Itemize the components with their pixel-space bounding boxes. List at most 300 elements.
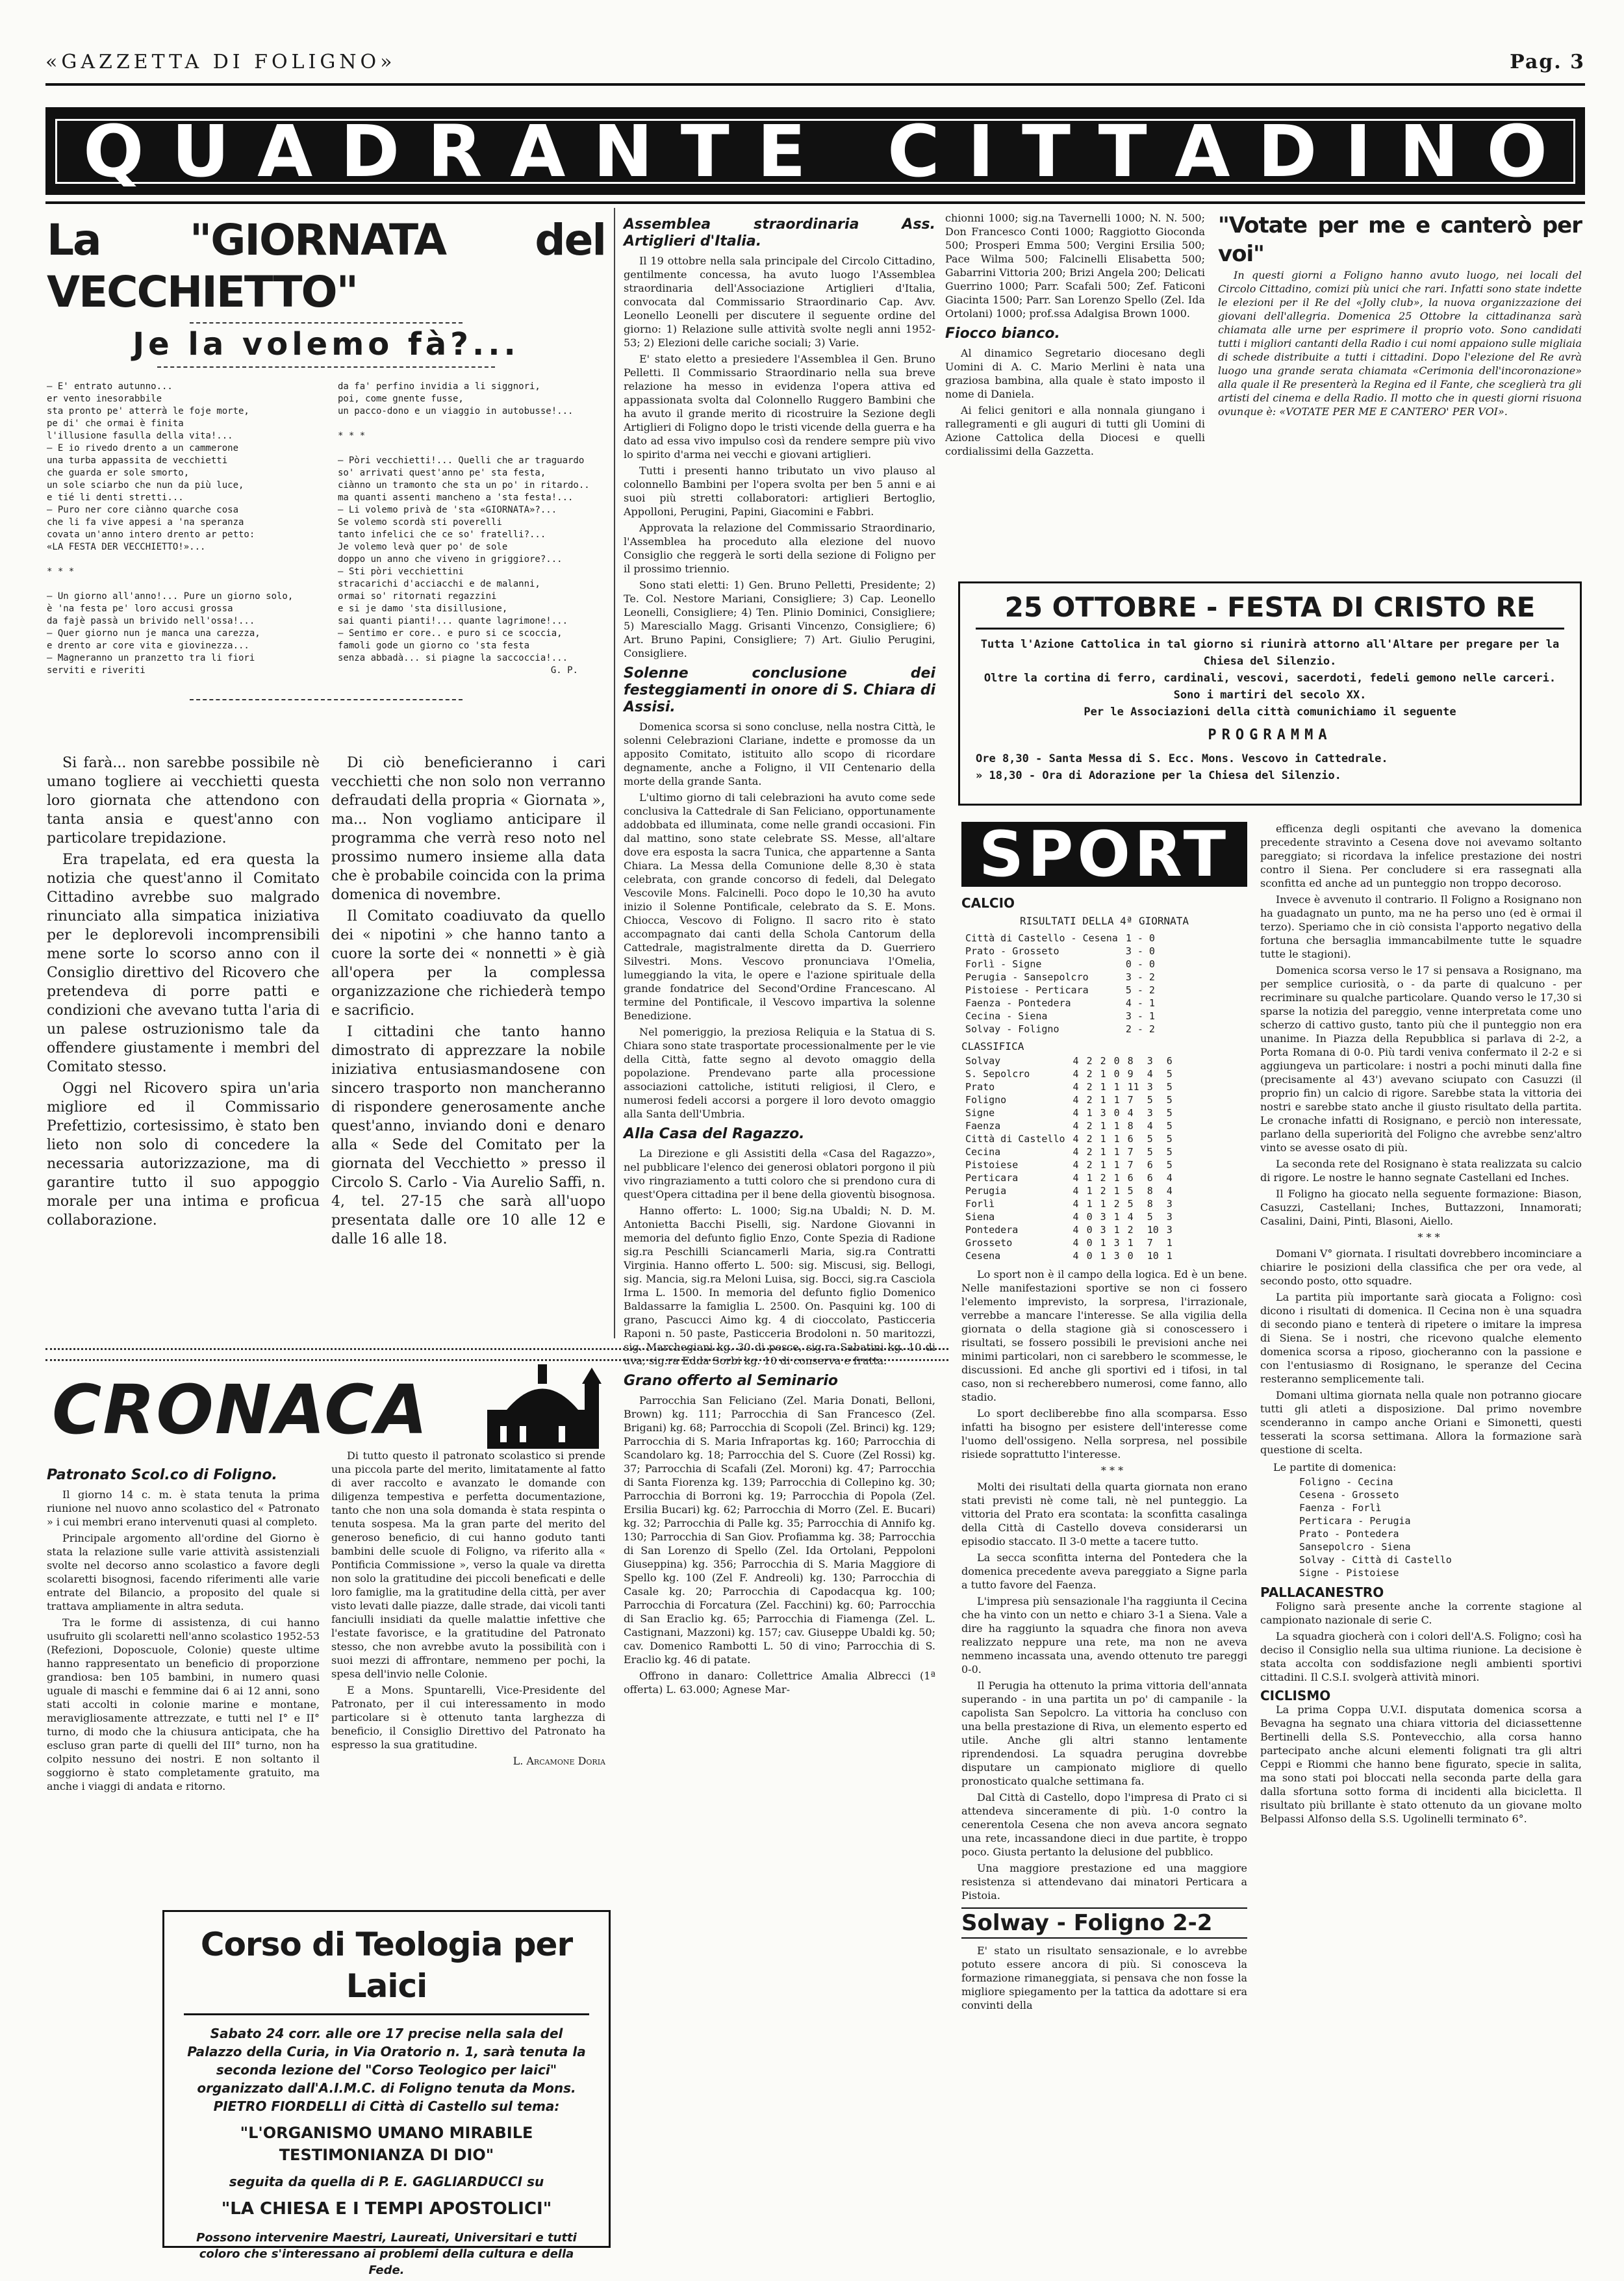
paragraph: Principale argomento all'ordine del Giorno è stata la relazione sulle varie attività assistenziali svolte nel decorso anno scolastico a favore degli scolaretti bisognosi, facendo riferimenti alle varie entrate del Bilancio, a proposito del quale si trattava ampliamente in altra seduta.: [47, 1532, 320, 1612]
table-cell: Faenza - Pontedera: [965, 997, 1071, 1009]
classifica-row: [961, 1197, 1176, 1210]
table-cell: 5: [1147, 1094, 1153, 1106]
pallacanestro-label: PALLACANESTRO: [1260, 1585, 1384, 1600]
table-cell: 1 - 0: [1125, 932, 1155, 944]
classifica-row: [961, 1106, 1176, 1119]
cronaca-right: [331, 1449, 605, 1768]
table-cell: 1: [1100, 1120, 1106, 1132]
table-cell: Città di Castello: [965, 1133, 1065, 1145]
table-cell: 3: [1147, 1081, 1153, 1093]
classifica-row: [961, 1132, 1176, 1145]
table-cell: 3: [1100, 1107, 1106, 1119]
table-cell: 2: [1086, 1068, 1093, 1080]
table-cell: 2: [1100, 1172, 1106, 1184]
partita-item: Prato - Pontedera: [1299, 1528, 1399, 1540]
table-cell: 5: [1166, 1068, 1173, 1080]
paragraph: Hanno offerto: L. 1000; Sig.na Ubaldi; N. D. M. Antonietta Bacchi Piselli, sig. Nardone Giovanni in memoria del defunto figlio Enzo, Conte Spezia di Radione sig.ra Peschilli Sciancamerli Maria, sig.ra Contratti Virginia. Hanno offerto L. 500: sig. Miscusi, sig. Bellogi, sig. Mancia, sig.ra Meloni Luisa, sig. Bocci, sig.ra Casciola Irma L. 1500. In memoria del defunto figlio Domenico Baldassarre la famiglia L. 2500. On. Pasquini kg. 100 di grano, Pascucci Aimo kg. 4 di cioccolato, Pasticceria Raponi n. 50 paste, Pasticceria Brodoloni n. 50 maritozzi, sig. Marchegiani kg. 30 di pesce, sig.ra Sabatini kg. 10 di uva, sig.ra Edda Sorbi kg. 10 di conserva e frutta.: [624, 1204, 935, 1367]
table-cell: 0: [1086, 1211, 1093, 1223]
table-cell: 8: [1127, 1055, 1134, 1067]
s-chiara-heading: Solenne conclusione dei festeggiamenti in onore di S. Chiara di Assisi.: [624, 665, 935, 715]
banner-letter: I: [1345, 109, 1372, 193]
table-cell: 1: [1100, 1159, 1106, 1171]
risultato-row: [961, 932, 1159, 945]
paragraph: E' stato un risultato sensazionale, e lo avrebbe potuto essere ancora di più. Si conosceva la formazione rimaneggiata, si pensava che non fosse la migliore spiegamento per la tattica da adottare si era convinti della: [961, 1944, 1247, 2011]
table-cell: 3: [1166, 1211, 1173, 1223]
grano-heading: Grano offerto al Seminario: [624, 1373, 838, 1389]
classifica-row: [961, 1119, 1176, 1132]
table-cell: 3: [1113, 1250, 1120, 1262]
patronato-heading: Patronato Scol.co di Foligno.: [47, 1467, 277, 1483]
festa-line: Tutta l'Azione Cattolica in tal giorno si riunirà attorno all'Altare per pregare per la Chiesa del Silenzio.: [980, 638, 1560, 668]
banner-letter: N: [593, 109, 653, 193]
table-cell: 4: [1072, 1055, 1079, 1067]
paragraph: chionni 1000; sig.na Tavernelli 1000; N. N. 500; Don Francesco Conti 1000; Raggiotto Gioconda 500; Prosperi Emma 500; Vergini Ersilia 500; Pace Wilma 500; Falcinelli Elisabetta 500; Gabarrini Vittoria 200; Brizi Angela 200; Delicati Guerrino 1000; Parr. Scafali 500; Zef. Faticoni Giacinta 1500; Parr. San Lorenzo Spello (Zel. Ida Ortolani) 1000; prof.ssa Adalgisa Brown 1000.: [945, 212, 1205, 320]
banner-letter: Q: [83, 109, 144, 193]
quadrante-cittadino-banner: [45, 107, 1585, 195]
poem-right: da fa' perfino invidia a li siggnori, poi, come gnente fusse, un pacco-dono e un viaggio in autobusse!... * * * — Pòri vecchietti!... Quelli che ar traguardo so' arrivati quest'anno pe' sta festa, ciànno un tramonto che sta un po' in ritardo.. ma quanti assenti mancheno a 'sta festa!... — Li volemo privà de 'sta «GIORNATA»?... Se volemo scordà sti poverelli tanto infelici che ce so' fratelli?... Je volemo levà quer po' de sole doppo un anno che viveno in griggiore?... — Sti pòri vecchiettini stracarichi d'acciacchi e de malanni, ormai so' ritornati regazzini e si je damo 'sta disillusione, sai quanti pianti!... quante lagrimone!... — Sentimo er core.. e puro si ce scoccia, famoli gode un giorno co 'sta festa senza abbadà... si piagne la saccoccia!...: [338, 381, 590, 663]
table-cell: Perticara: [965, 1172, 1019, 1184]
table-cell: Forlì - Signe: [965, 958, 1042, 970]
table-cell: 1: [1100, 1081, 1106, 1093]
table-cell: 4: [1072, 1068, 1079, 1080]
table-cell: 1: [1113, 1146, 1120, 1158]
program-line: » 18,30 - Ora di Adorazione per la Chiesa del Silenzio.: [976, 769, 1341, 782]
table-cell: 2: [1100, 1055, 1106, 1067]
table-cell: 3: [1147, 1055, 1153, 1067]
risultato-row: [961, 984, 1159, 997]
risultato-row: [961, 945, 1159, 958]
partita-item: Perticara - Perugia: [1299, 1515, 1411, 1527]
banner-rule: [45, 201, 1585, 204]
banner-letter: N: [1399, 109, 1459, 193]
column-rule: [614, 208, 615, 1338]
table-cell: 1: [1086, 1172, 1093, 1184]
classifica-row: [961, 1145, 1176, 1158]
table-cell: 1: [1086, 1107, 1093, 1119]
table-cell: 3 - 2: [1125, 971, 1155, 983]
table-cell: Pontedera: [965, 1224, 1019, 1236]
banner-letter: T: [1021, 109, 1071, 193]
poem-left: — E' entrato autunno... er vento inesorabbile sta pronto pe' atterrà le foje morte, pe di' che ormai è finita l'illusione fasulla della vita!... — E io rivedo drento a un cammerone una turba appassita de vecchietti che guarda er sole smorto, un sole sciarbo che nun da più luce, e tié li denti stretti... — Puro ner core ciànno quarche cosa che li fa vive appesi a 'na speranza covata un'anno intero drento ar petto: «LA FESTA DER VECCHIETTO!»... * * * — Un giorno all'anno!... Pure un giorno solo, è 'na festa pe' loro accusi grossa da fajè passà un brivido nell'ossa!... — Quer giorno nun je manca una carezza, e drento ar core vita e giovinezza... — Magneranno un pranzetto tra li fiori serviti e riveriti: [47, 381, 294, 676]
paragraph: Oggi nel Ricovero spira un'aria migliore ed il Commissario Prefettizio, cortesissimo, è stato ben lieto non solo di concedere la necessaria autorizzazione, ma di garantire tutto il suo appoggio morale per una intima e proficua collaborazione.: [47, 1080, 320, 1229]
table-cell: S. Sepolcro: [965, 1068, 1030, 1080]
table-cell: 4 - 1: [1125, 997, 1155, 1009]
vecchietto-subtitle: Je la volemo fà?...: [133, 326, 520, 363]
paragraph: E a Mons. Spuntarelli, Vice-Presidente del Patronato, per il cui interessamento in modo particolare si è ottenuto tanta larghezza di beneficio, il Consiglio Direttivo del Patronato ha espresso la sua gratitudine.: [331, 1684, 605, 1751]
banner-letter: T: [680, 109, 730, 193]
banner-letter: E: [757, 109, 806, 193]
table-cell: 7: [1127, 1094, 1134, 1106]
table-cell: 5: [1166, 1094, 1173, 1106]
table-cell: 1: [1113, 1172, 1120, 1184]
banner-letter: D: [340, 109, 400, 193]
table-cell: 3 - 1: [1125, 1010, 1155, 1022]
paragraph: Molti dei risultati della quarta giornata non erano stati previsti nè come tali, nè nel punteggio. La vittoria del Prato era scontata: la sconfitta casalinga della Città di Castello doveva considerarsi un episodio staccato. Il 3-0 mette a tacere tutto.: [961, 1481, 1247, 1548]
table-cell: 6: [1147, 1172, 1153, 1184]
table-cell: 2: [1086, 1146, 1093, 1158]
table-cell: 5: [1127, 1185, 1134, 1197]
festa-line: Per le Associazioni della città comunichiamo il seguente: [1084, 706, 1456, 719]
paragraph: Il Perugia ha ottenuto la prima vittoria dell'annata superando - in una partita un po' di campanile - la capolista San Sepolcro. La vittoria ha concluso con una bella prestazione di Riva, un elemento esperto ed utile. Anche gli altri stanno lentamente riprendendosi. La squadra perugina dovrebbe disputare un campionato migliore di quello pronosticato qualche settimana fa.: [961, 1679, 1247, 1787]
table-cell: 1: [1100, 1068, 1106, 1080]
table-cell: 8: [1147, 1198, 1153, 1210]
separator: * * *: [1417, 1231, 1440, 1243]
sport-column-1: [961, 897, 1247, 2015]
paragraph: Offrono in danaro: Collettrice Amalia Albrecci (1ª offerta) L. 63.000; Agnese Mar-: [624, 1670, 935, 1696]
table-cell: 1: [1086, 1198, 1093, 1210]
classifica-row: [961, 1171, 1176, 1184]
table-cell: 7: [1147, 1237, 1153, 1249]
seguita-text: seguita da quella di P. E. GAGLIARDUCCI su: [229, 2174, 544, 2189]
right-top-column: [945, 211, 1205, 461]
table-cell: 4: [1072, 1159, 1079, 1171]
paragraph: Nel pomeriggio, la preziosa Reliquia e la Statua di S. Chiara sono state trasportate processionalmente per le vie della Città, fatte segno al devoto omaggio della popolazione. Prendevano parte alla processione associazioni cattoliche, istituti religiosi, il Clero, e numerosi fedeli accorsi a porgere il loro devoto omaggio alla Santa dell'Umbria.: [624, 1026, 935, 1120]
table-cell: 1: [1166, 1250, 1173, 1262]
table-cell: 1: [1113, 1094, 1120, 1106]
table-cell: 6: [1127, 1133, 1134, 1145]
paragraph: Dal Città di Castello, dopo l'impresa di Prato ci si attendeva sinceramente di più. 1-0 contro la cenerentola Cesena che non aveva ancora segnato una rete, incassandone dieci in due partite, è troppo poco. Giusta pertanto la delusione del pubblico.: [961, 1791, 1247, 1858]
table-cell: 1: [1086, 1185, 1093, 1197]
table-cell: 1: [1113, 1081, 1120, 1093]
poem-divider: [190, 699, 463, 700]
classifica-row: [961, 1067, 1176, 1080]
paragraph: Era trapelata, ed era questa la notizia che quest'anno il Comitato Cittadino avrebbe suo malgrado rinunciato alla simpatica iniziativa per le deplorevoli incomprensibili mene sorte lo scorso anno con il Consiglio direttivo del Ricovero che pretendeva di porre patti e condizioni che avevano tutta l'aria di un palese ostruzionismo tale da offendere giustamente i membri del Comitato stesso.: [47, 852, 320, 1075]
cronaca-left: [47, 1462, 320, 1796]
paragraph: E' stato eletto a presiedere l'Assemblea il Gen. Bruno Pelletti. Il Commissario Straordinario nella sua breve relazione ha messo in evidenza l'opera attiva ed appassionata svolta dal Colonnello Ruggero Bambini che ha avuto il grande merito di ricostruire la Sezione degli Artiglieri di Foligno dopo le tristi vicende della guerra e ha dato ad essa vivo impulso così da rendere sempre più vivo lo spirito d'arma nei vecchi e giovani artiglieri.: [624, 353, 935, 461]
votate-heading: "Votate per me e canterò per voi": [1218, 212, 1582, 267]
table-cell: 4: [1147, 1120, 1153, 1132]
section-divider: [45, 1348, 948, 1361]
table-cell: 1: [1100, 1237, 1106, 1249]
table-cell: 2: [1086, 1159, 1093, 1171]
table-cell: 2: [1086, 1094, 1093, 1106]
table-cell: Solvay: [965, 1055, 1001, 1067]
table-cell: 2 - 2: [1125, 1023, 1155, 1035]
sport-title: SPORT: [978, 818, 1230, 891]
banner-letters: [55, 109, 1575, 193]
table-cell: 0: [1086, 1224, 1093, 1236]
classifica-table: [961, 1054, 1176, 1262]
table-cell: 4: [1166, 1172, 1173, 1184]
tema-1: "L'ORGANISMO UMANO MIRABILE TESTIMONIANZA DI DIO": [240, 2124, 533, 2164]
paragraph: L'impresa più sensazionale l'ha raggiunta il Cecina che ha vinto con un netto e chiaro 3-1 a Siena. Vale a dire ha raggiunto la squadra che finora non aveva realizzato neppure una rete, ma non ne aveva nemmeno incassata una, avendo ottenuto tre pareggi 0-0.: [961, 1595, 1247, 1676]
paragraph: Di tutto questo il patronato scolastico si prende una piccola parte del merito, limitatamente al fatto di aver raccolto e avanzato le domande con diligenza tempestiva e perfetta documentazione, tanto che non una sola domanda è stata respinta o tenuta sospesa. Ma la gran parte del merito del generoso beneficio, di cui hanno goduto tanti bambini delle scuole di Foligno, va riferito alla « Pontificia Commissione », verso la quale va diretta non solo la gratitudine dei piccoli beneficati e delle loro famiglie, ma la gratitudine della città, per aver visto levati dalle piazze, dalle strade, dai vicoli tanti fanciulli insidiati da quelle malattie infettive che l'estate favorisce, e la gratitudine del Patronato stesso, che non avrebbe avuto la possibilità con i suoi mezzi di affrontare, nemmeno per pochi, la spesa dell'invio nelle Colonie.: [331, 1449, 605, 1680]
partita-item: Faenza - Forlì: [1299, 1502, 1382, 1514]
table-cell: 2: [1086, 1081, 1093, 1093]
table-cell: 6: [1127, 1172, 1134, 1184]
table-cell: 3: [1147, 1107, 1153, 1119]
partita-item: Signe - Pistoiese: [1299, 1567, 1399, 1579]
table-cell: Perugia - Sansepolcro: [965, 971, 1089, 983]
cronaca-signature: L. Arcamone Doria: [513, 1755, 605, 1767]
vecchietto-body-right: [331, 754, 605, 1251]
table-cell: 0: [1113, 1055, 1120, 1067]
table-cell: 5: [1147, 1146, 1153, 1158]
table-cell: Perugia: [965, 1185, 1007, 1197]
paragraph: Domani V° giornata. I risultati dovrebbero incominciare a chiarire le posizioni della classifica che per ora vede, al secondo posto, otto squadre.: [1260, 1247, 1582, 1287]
risultati-table: [961, 932, 1159, 1036]
partite-list: [1299, 1475, 1582, 1579]
paragraph: Domenica scorsa verso le 17 si pensava a Rosignano, ma per semplice curiosità, o - da parte di qualcuno - per recriminare su qualche particolare. Quando verso le 17,30 si sparse la notizia del pareggio, venne interpretata come uno scherzo di cattivo gusto, tanto più che il punteggio non era unanime. In Piazza della Repubblica si parlava di 2-2, a Porta Romana di 0-0. Più tardi veniva confermato il 2-2 e si aggiungeva un particolare: i nostri a pochi minuti dalla fine (precisamente al 43') avevano sciupato con Casuzzi (il proprio fin) un calcio di rigore. Sarebbe stata la vittoria dei nostri e sarebbe stato anche il giusto risultato della partita. Le cronache infatti di Rosignano, e perciò non interessate, parlano della superiorità del Foligno che avrebbe senz'altro vinto se avesse osato di più.: [1260, 964, 1582, 1154]
paragraph: Al dinamico Segretario diocesano degli Uomini di A. C. Mario Merlini è nata una graziosa bambina, alla quale è stato imposto il nome di Daniela.: [945, 347, 1205, 400]
table-cell: 6: [1166, 1055, 1173, 1067]
table-cell: 1: [1113, 1185, 1120, 1197]
table-cell: 4: [1147, 1068, 1153, 1080]
table-cell: 0: [1113, 1068, 1120, 1080]
table-cell: 5: [1147, 1211, 1153, 1223]
table-cell: 5: [1166, 1159, 1173, 1171]
table-cell: 1: [1113, 1211, 1120, 1223]
classifica-row: [961, 1054, 1176, 1067]
paragraph: Lo sport decliberebbe fino alla scomparsa. Esso infatti ha bisogno per esistere dell'interesse come l'uomo dell'ossigeno. Nella sorpresa, nel possibile risiede soprattutto l'interesse.: [961, 1407, 1247, 1460]
classifica-row: [961, 1158, 1176, 1171]
partita-item: Solvay - Città di Castello: [1299, 1554, 1452, 1566]
paragraph: L'ultimo giorno di tali celebrazioni ha avuto come sede conclusiva la Cattedrale di San Feliciano, opportunamente addobbata ed illuminata, come nelle grandi occasioni. Fin dal mattino, sono state celebrate SS. Messe, all'altare dove era esposta la sacra Tunica, che appartenne a Santa Chiara. La Messa della Comunione delle 8,30 è stata celebrata, con grande concorso di fedeli, dal Delegato Vescovile Mons. Falcinelli. Poco dopo le 10,30 ha avuto inizio il Solenne Pontificale, celebrato da S. E. Mons. Chiocca, Vescovo di Foligno. Il sacro rito è stato accompagnato dai canti della Schola Cantorum della Cattedrale, magistralmente diretta da D. Guerriero Silvestri. Mons. Vescovo pronunciava l'Omelia, lumeggiando la vita, le opere e l'azione spirituale della grande fondatrice del Second'Ordine Francescano. Al termine del Pontificale, il Vescovo impartiva la solenne Benedizione.: [624, 791, 935, 1022]
teologia-text: Sabato 24 corr. alle ore 17 precise nella sala del Palazzo della Curia, in Via Oratorio n. 1, sarà tenuta la seconda lezione del "Corso Teologico per laici" organizzato dall'A.I.M.C. di Foligno tenuta da Mons. PIETRO FIORDELLI di Città di Castello sul tema:: [187, 2026, 586, 2114]
festa-title: 25 OTTOBRE - FESTA DI CRISTO RE: [976, 590, 1564, 630]
paragraph: In questi giorni a Foligno hanno avuto luogo, nei locali del Circolo Cittadino, comizi più unici che rari. Infatti sono state indette le elezioni per il Re del «Jolly club», la nuova organizzazione dei giovani dell'allegria. Domenica 25 Ottobre la cittadinanza sarà chiamata alle urne per esprimere il proprio voto. Sono candidati tutti i migliori cantanti della Radio i cui nomi appaiono sulle migliaia di schede distribuite a tutti i cittadini. Dopo l'elezione del Re avrà luogo una grande serata chiamata «Cerimonia dell'incoronazione» alla quale il Re presenterà la Regina ed il Fante, che sceglierà tra gli artisti del cinema e della Radio. Il motto che in questi giorni risuona ovunque è: «VOTATE PER ME E CANTERO' PER VOI».: [1218, 269, 1582, 418]
classifica-row: [961, 1236, 1176, 1249]
header-rule: [45, 83, 1585, 86]
partite-title: Le partite di domenica:: [1273, 1461, 1397, 1473]
risultato-row: [961, 1010, 1159, 1023]
table-cell: 1: [1100, 1250, 1106, 1262]
classifica-row: [961, 1093, 1176, 1106]
paragraph: Sono stati eletti: 1) Gen. Bruno Pelletti, Presidente; 2) Te. Col. Nestore Mariani, Consigliere; 3) Cap. Leonello Leonelli, Consigliere; 4) Ten. Plinio Dominici, Consigliere; 5) Maresciallo Magg. Grisanti Vincenzo, Consigliere; 6) Art. Bruno Papini, Consigliere; 7) Art. Giulio Perugini, Consigliere.: [624, 579, 935, 659]
table-cell: Città di Castello - Cesena: [965, 932, 1118, 944]
cathedral-icon: [474, 1364, 611, 1455]
table-cell: 3: [1100, 1211, 1106, 1223]
risultato-row: [961, 958, 1159, 971]
vecchietto-body-left: [47, 754, 320, 1232]
solway-title: Solway - Foligno 2-2: [961, 1907, 1247, 1939]
subtitle-divider: [157, 366, 495, 368]
table-cell: 1: [1113, 1120, 1120, 1132]
vecchietto-article: [47, 214, 605, 713]
classifica-title: CLASSIFICA: [961, 1040, 1024, 1052]
table-cell: 1: [1127, 1237, 1134, 1249]
classifica-row: [961, 1249, 1176, 1262]
table-cell: 2: [1113, 1198, 1120, 1210]
table-cell: 4: [1072, 1237, 1079, 1249]
partita-item: Sansepolcro - Siena: [1299, 1541, 1411, 1553]
table-cell: 3: [1100, 1224, 1106, 1236]
sport-banner: [961, 818, 1247, 891]
classifica-row: [961, 1080, 1176, 1093]
paragraph: Il Foligno ha giocato nella seguente formazione: Biason, Casuzzi, Castellani; Inches, Buttazzoni, Innamorati; Casalini, Daini, Pinti, Blasoni, Aiello.: [1260, 1188, 1582, 1227]
banner-letter: A: [1174, 109, 1230, 193]
ragazzo-heading: Alla Casa del Ragazzo.: [624, 1126, 805, 1142]
table-cell: 4: [1166, 1185, 1173, 1197]
table-cell: 1: [1100, 1094, 1106, 1106]
page-header: [45, 51, 1585, 77]
table-cell: 2: [1086, 1133, 1093, 1145]
votate-article: [1218, 211, 1582, 421]
paragraph: La seconda rete del Rosignano è stata realizzata su calcio di rigore. Le nostre le hanno segnate Castellani ed Inches.: [1260, 1158, 1582, 1184]
paragraph: Tutti i presenti hanno tributato un vivo plauso al colonnello Bambini per l'opera svolta per ben 5 anni e ai suoi più stretti collaboratori: artiglieri Bertoglio, Appolloni, Perugini, Papini, Giacomini e Fabbri.: [624, 465, 935, 518]
table-cell: 11: [1127, 1081, 1139, 1093]
paragraph: Domenica scorsa si sono concluse, nella nostra Città, le solenni Celebrazioni Clariane, indette e promosse da un apposito Comitato, istituito allo scopo di ricordare degnamente, anche a Foligno, il VII Centenario della morte della grande Santa.: [624, 720, 935, 787]
table-cell: 0 - 0: [1125, 958, 1155, 970]
table-cell: Forlì: [965, 1198, 995, 1210]
paragraph: Lo sport non è il campo della logica. Ed è un bene. Nelle manifestazioni sportive se non ci fossero l'elemento imprevisto, la sorpresa, l'irrazionale, verrebbe a mancare l'interesse. Se alla vigilia della giornata o della stagione già si conoscessero i risultati, se fossero possibili le previsioni anche nei minimi particolari, non ci sarebbero le scommesse, le discussioni. Ed anche gli sportivi ed i tifosi, in tal caso, non si recherebbero numerosi, come fanno, allo stadio.: [961, 1268, 1247, 1403]
paragraph: Parrocchia San Feliciano (Zel. Maria Donati, Belloni, Brown) kg. 111; Parrocchia di San Francesco (Zel. Brigani) kg. 68; Parrocchia di Scopoli (Zel. Brinci) kg. 129; Parrocchia di S. Maria Infraportas kg. 160; Parrocchia di Scandolaro kg. 18; Parrocchia del S. Cuore (Zel Rossi) kg. 37; Parrocchia di Scafali (Zel. Moroni) kg. 47; Parrocchia di Santa Fiorenza kg. 139; Parrocchia di Collepino kg. 30; Parrocchia di Borroni kg. 19; Parrocchia di Popola (Zel. Ersilia Bucari) kg. 62; Parrocchia di Morro (Zel. E. Bucari) kg. 32; Parrocchia di Palle kg. 35; Parrocchia di Annifo kg. 130; Parrocchia di San Giov. Profiamma kg. 38; Parrocchia di San Lorenzo di Spello (Zel. Ida Ortolani, Peppoloni Giuseppina) kg. 356; Parrocchia di S. Maria Maggiore di Spello kg. 100 (Zel F. Andreoli) kg. 130; Parrocchia di Casale kg. 20; Parrocchia di Capodacqua kg. 100; Parrocchia di Forcatura (Zel. Facchini) kg. 60; Parrocchia di San Eraclio kg. 65; Parrocchia di Fiamenga (Zel. L. Castignani, Mazzoni) kg. 157; cav. Giuseppe Ubaldi kg. 50; cav. Domenico Rambotti L. 50 di vino; Parrocchia di S. Eraclio kg. 46 di patate.: [624, 1394, 935, 1666]
risultato-row: [961, 997, 1159, 1010]
table-cell: 5: [1166, 1081, 1173, 1093]
vecchietto-title: La "GIORNATA del VECCHIETTO": [47, 215, 605, 317]
paragraph: Invece è avvenuto il contrario. Il Foligno a Rosignano non ha guadagnato un punto, ma ne ha perso uno (ed è ormai il terzo). Speriamo che in ciò consista l'apporto negativo della fortuna che bersaglia immancabilmente tutte le squadre tutte le stagioni).: [1260, 893, 1582, 960]
table-cell: 4: [1072, 1094, 1079, 1106]
banner-letter: R: [427, 109, 483, 193]
table-cell: 0: [1113, 1107, 1120, 1119]
table-cell: 0: [1127, 1250, 1134, 1262]
banner-letter: D: [1258, 109, 1317, 193]
paragraph: La secca sconfitta interna del Pontedera che la domenica precedente aveva pareggiato a Signe parla a tutto favore del Faenza.: [961, 1551, 1247, 1591]
table-cell: 5: [1166, 1146, 1173, 1158]
programma-label: PROGRAMMA: [1208, 727, 1332, 743]
paragraph: Si farà... non sarebbe possibile nè umano togliere ai vecchietti questa loro giornata che attendono con tanta ansia e quest'anno con particolare trepidazione.: [47, 755, 320, 847]
table-cell: 4: [1072, 1107, 1079, 1119]
table-cell: Foligno: [965, 1094, 1007, 1106]
table-cell: 1: [1100, 1133, 1106, 1145]
risultati-title: RISULTATI DELLA 4ª GIORNATA: [1019, 915, 1189, 927]
table-cell: 4: [1072, 1185, 1079, 1197]
table-cell: 4: [1072, 1146, 1079, 1158]
page-number: Pag. 3: [1510, 51, 1585, 73]
table-cell: 1: [1113, 1224, 1120, 1236]
table-cell: 4: [1072, 1224, 1079, 1236]
separator: * * *: [1100, 1464, 1124, 1477]
table-cell: Signe: [965, 1107, 995, 1119]
table-cell: 3: [1166, 1198, 1173, 1210]
table-cell: 4: [1072, 1081, 1079, 1093]
table-cell: Grosseto: [965, 1237, 1013, 1249]
table-cell: 4: [1127, 1107, 1134, 1119]
table-cell: Solvay - Foligno: [965, 1023, 1059, 1035]
paragraph: efficenza degli ospitanti che avevano la domenica precedente stravinto a Cesena dove noi avevamo soltanto pareggiato; si ricordava la infelice prestazione dei nostri contro il Siena. Per concludere si era rassegnati alla sconfitta ed anche ad un punteggio non troppo decoroso.: [1260, 822, 1582, 889]
table-cell: 9: [1127, 1068, 1134, 1080]
fiocco-heading: Fiocco bianco.: [945, 325, 1060, 342]
paragraph: Domani ultima giornata nella quale non potranno giocare tutti gli atleti a disposizione. Dal primo novembre scenderanno in campo anche Oriani e Simonetti, questi tesserati la scorsa settimana. Allora la formazione sarà questione di scelta.: [1260, 1389, 1582, 1456]
paragraph: Di ciò beneficieranno i cari vecchietti che non solo non verranno defraudati della propria « Giornata », ma... Non vogliamo anticipare il programma che verrà reso noto nel prossimo numero insieme alla data che è probabile coincida con la prima domenica di novembre.: [331, 755, 605, 903]
table-cell: Prato: [965, 1081, 995, 1093]
paragraph: Il Comitato coadiuvato da quello dei « nipotini » che hanno tanto a cuore la sorte dei « nonnetti » è già all'opera per la complessa organizzazione che richiederà tempo e sacrificio.: [331, 908, 605, 1019]
banner-letter: A: [510, 109, 566, 193]
tema-2: "LA CHIESA E I TEMPI APOSTOLICI": [221, 2199, 552, 2219]
table-cell: 0: [1086, 1250, 1093, 1262]
table-cell: 5 - 2: [1125, 984, 1155, 996]
festa-line: Oltre la cortina di ferro, cardinali, vescovi, sacerdoti, fedeli gemono nelle carceri. Sono i martiri del secolo XX.: [983, 672, 1556, 702]
middle-column: [624, 211, 935, 1699]
table-cell: 2: [1086, 1055, 1093, 1067]
paragraph: Il 19 ottobre nella sala principale del Circolo Cittadino, gentilmente concessa, ha avuto luogo l'Assemblea straordinaria dell'Associazione Artiglieri d'Italia, convocata dal Commissario Straordinario Cap. Avv. Leonello Leonelli per discutere il seguente ordine del giorno: 1) Relazione sulle attività svolte negli anni 1952-53; 2) Elezioni delle cariche sociali; 3) Varie.: [624, 255, 935, 349]
banner-letter: I: [967, 109, 995, 193]
table-cell: 10: [1147, 1250, 1159, 1262]
table-cell: 5: [1166, 1133, 1173, 1145]
table-cell: 1: [1113, 1159, 1120, 1171]
table-cell: Siena: [965, 1211, 995, 1223]
table-cell: 1: [1166, 1237, 1173, 1249]
program-line: Ore 8,30 - Santa Messa di S. Ecc. Mons. Vescovo in Cattedrale.: [976, 752, 1388, 765]
paragraph: La Direzione e gli Assistiti della «Casa del Ragazzo», nel pubblicare l'elenco dei generosi oblatori porgono il più vivo ringraziamento a tutti coloro che si prendono cura di quest'Opera cittadina per il bene della gioventù bisognosa.: [624, 1147, 935, 1201]
table-cell: 4: [1072, 1211, 1079, 1223]
classifica-row: [961, 1223, 1176, 1236]
teologia-title: Corso di Teologia per Laici: [200, 1926, 573, 2005]
paragraph: Ai felici genitori e alla nonnala giungano i rallegramenti e gli auguri di tutti gli Uomini di Azione Cattolica della Diocesi e quelli cordialissimi della Gazzetta.: [945, 404, 1205, 457]
artiglieri-heading: Assemblea straordinaria Ass. Artiglieri d'Italia.: [624, 216, 935, 249]
paragraph: La partita più importante sarà giocata a Foligno: così dicono i risultati di domenica. Il Cecina non è una squadra di secondo piano e tenterà di ripetere o imitare la impresa di Siena. Se i nostri, che ricevono qualche elemento domenica scorsa a riposo, giocheranno con la passione e con l'entusiasmo di Rosignano, le speranze del Cecina resteranno semplicemente tali.: [1260, 1291, 1582, 1385]
festa-cristo-re-box: [958, 581, 1582, 806]
table-cell: 4: [1072, 1172, 1079, 1184]
table-cell: 4: [1072, 1198, 1079, 1210]
table-cell: 6: [1147, 1159, 1153, 1171]
cronaca-masthead: [52, 1371, 604, 1449]
partita-item: Foligno - Cecina: [1299, 1476, 1393, 1488]
table-cell: 5: [1166, 1120, 1173, 1132]
table-cell: Pistoiese - Perticara: [965, 984, 1089, 996]
partita-item: Cesena - Grosseto: [1299, 1489, 1399, 1501]
poem-signature: G. P.: [550, 665, 578, 676]
table-cell: Cesena: [965, 1250, 1001, 1262]
banner-letter: C: [887, 109, 940, 193]
teologia-box: [162, 1910, 611, 2277]
table-cell: 1: [1113, 1133, 1120, 1145]
cronaca-title: CRONACA: [52, 1370, 429, 1449]
table-cell: 4: [1072, 1133, 1079, 1145]
paragraph: I cittadini che tanto hanno dimostrato di apprezzare la nobile iniziativa entusiasmandosene con sincero trasporto non mancheranno di rispondere generosamente anche quest'anno, inviando doni e denaro alla « Sede del Comitato per la giornata del Vecchietto » presso il Circolo S. Carlo - Via Aurelio Saffi, n. 4, tel. 27-15 che sarà all'uopo presentata dalle ore 10 alle 12 e dalle 16 alle 18.: [331, 1024, 605, 1247]
paragraph: Il giorno 14 c. m. è stata tenuta la prima riunione nel nuovo anno scolastico del « Patronato » i cui membri erano intervenuti quasi al completo.: [47, 1488, 320, 1528]
table-cell: 3 - 0: [1125, 945, 1155, 957]
table-cell: 4: [1072, 1120, 1079, 1132]
table-cell: Pistoiese: [965, 1159, 1019, 1171]
teologia-rule: [184, 2013, 589, 2015]
paragraph: La squadra giocherà con i colori dell'A.S. Foligno; così ha deciso il Consiglio nella sua ultima riunione. La decisione è stata accolta con soddisfazione negli ambienti sportivi cittadini. Il C.S.I. svolgerà attività minori.: [1260, 1630, 1582, 1683]
table-cell: Prato - Grosseto: [965, 945, 1059, 957]
paragraph: Foligno sarà presente anche la corrente stagione al campionato nazionale di serie C.: [1260, 1600, 1582, 1626]
table-cell: 5: [1147, 1133, 1153, 1145]
publication-name: «GAZZETTA DI FOLIGNO»: [45, 51, 396, 73]
calcio-label: CALCIO: [961, 895, 1015, 911]
banner-letter: T: [1098, 109, 1147, 193]
table-cell: 1: [1100, 1146, 1106, 1158]
table-cell: 5: [1127, 1198, 1134, 1210]
banner-letter: A: [257, 109, 313, 193]
table-cell: 8: [1147, 1185, 1153, 1197]
table-cell: 3: [1166, 1224, 1173, 1236]
table-cell: Faenza: [965, 1120, 1001, 1132]
table-cell: 2: [1086, 1120, 1093, 1132]
table-cell: 10: [1147, 1224, 1159, 1236]
table-cell: 7: [1127, 1159, 1134, 1171]
table-cell: 1: [1100, 1198, 1106, 1210]
table-cell: 2: [1127, 1224, 1134, 1236]
risultato-row: [961, 971, 1159, 984]
table-cell: 4: [1127, 1211, 1134, 1223]
classifica-row: [961, 1210, 1176, 1223]
table-cell: Cecina: [965, 1146, 1001, 1158]
table-cell: 4: [1072, 1250, 1079, 1262]
classifica-row: [961, 1184, 1176, 1197]
risultato-row: [961, 1023, 1159, 1036]
ciclismo-label: CICLISMO: [1260, 1688, 1331, 1703]
table-cell: 7: [1127, 1146, 1134, 1158]
paragraph: Approvata la relazione del Commissario Straordinario, l'Assemblea ha proceduto alla elezione del nuovo Consiglio che reggerà le sorti della sezione di Foligno per il prossimo triennio.: [624, 522, 935, 575]
table-cell: Cecina - Siena: [965, 1010, 1048, 1022]
table-cell: 0: [1086, 1237, 1093, 1249]
table-cell: 8: [1127, 1120, 1134, 1132]
table-cell: 2: [1100, 1185, 1106, 1197]
paragraph: Tra le forme di assistenza, di cui hanno usufruito gli scolaretti nell'anno scolastico 1952-53 (Refezioni, Doposcuole, Colonie) queste ultime hanno rappresentato un beneficio di proporzione grandiosa: ben 105 bambini, in numero quasi uguale di maschi e femmine dai 6 ai 12 anni, sono stati accolti in colonie marine e montane, meravigliosamente attrezzate, e tutti nel I° e II° turno, di modo che la chiusura anticipata, che ha escluso gran parte di quelli del III° turno, non ha colpito nessuno dei nostri. E non soltanto il soggiorno è stato completamente gratuito, ma anche i viaggi di andata e ritorno.: [47, 1616, 320, 1792]
